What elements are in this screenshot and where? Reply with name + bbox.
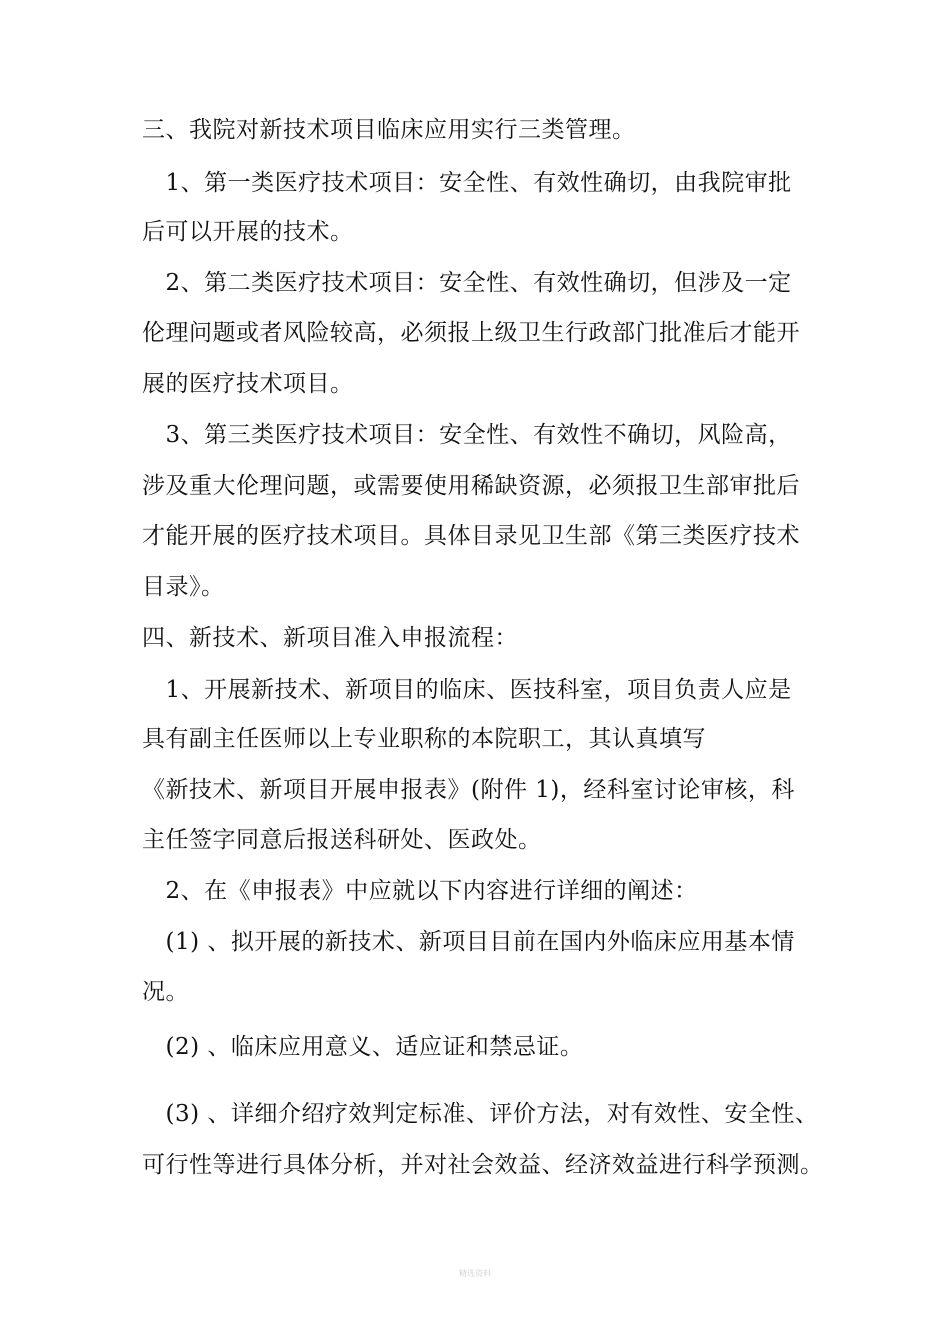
paragraph-line: 1、第一类医疗技术项目：安全性、有效性确切，由我院审批 <box>142 170 792 196</box>
paragraph-line: 后可以开展的技术。 <box>142 219 354 245</box>
paragraph-line: (2) 、临床应用意义、适应证和禁忌证。 <box>142 1034 584 1060</box>
footer-watermark: 精选资料 <box>459 1269 491 1278</box>
paragraph-line: 主任签字同意后报送科研处、医政处。 <box>142 827 542 853</box>
paragraph-line: 3、第三类医疗技术项目：安全性、有效性不确切，风险高， <box>142 422 792 448</box>
paragraph-line: 涉及重大伦理问题，或需要使用稀缺资源，必须报卫生部审批后 <box>142 473 800 499</box>
paragraph-line: 况。 <box>142 979 189 1005</box>
paragraph-line: 可行性等进行具体分析，并对社会效益、经济效益进行科学预测。 <box>142 1152 824 1178</box>
paragraph-line: 2、在《申报表》中应就以下内容进行详细的阐述： <box>142 878 698 904</box>
paragraph-line: 目录》。 <box>142 574 225 600</box>
paragraph-line: 1、开展新技术、新项目的临床、医技科室，项目负责人应是 <box>142 677 792 703</box>
paragraph-line: 具有副主任医师以上专业职称的本院职工，其认真填写 <box>142 726 706 752</box>
paragraph-line: 才能开展的医疗技术项目。具体目录见卫生部《第三类医疗技术 <box>142 523 800 549</box>
section-4-heading: 四、新技术、新项目准入申报流程： <box>142 625 518 651</box>
paragraph-line: (3) 、详细介绍疗效判定标准、评价方法，对有效性、安全性、 <box>142 1101 819 1127</box>
paragraph-line: 展的医疗技术项目。 <box>142 371 354 397</box>
paragraph-line: 《新技术、新项目开展申报表》(附件 1)，经科室讨论审核，科 <box>142 777 795 803</box>
paragraph-line: (1) 、拟开展的新技术、新项目目前在国内外临床应用基本情 <box>142 929 795 955</box>
paragraph-line: 伦理问题或者风险较高，必须报上级卫生行政部门批准后才能开 <box>142 320 800 346</box>
paragraph-line: 2、第二类医疗技术项目：安全性、有效性确切，但涉及一定 <box>142 270 792 296</box>
section-3-heading: 三、我院对新技术项目临床应用实行三类管理。 <box>142 117 636 143</box>
